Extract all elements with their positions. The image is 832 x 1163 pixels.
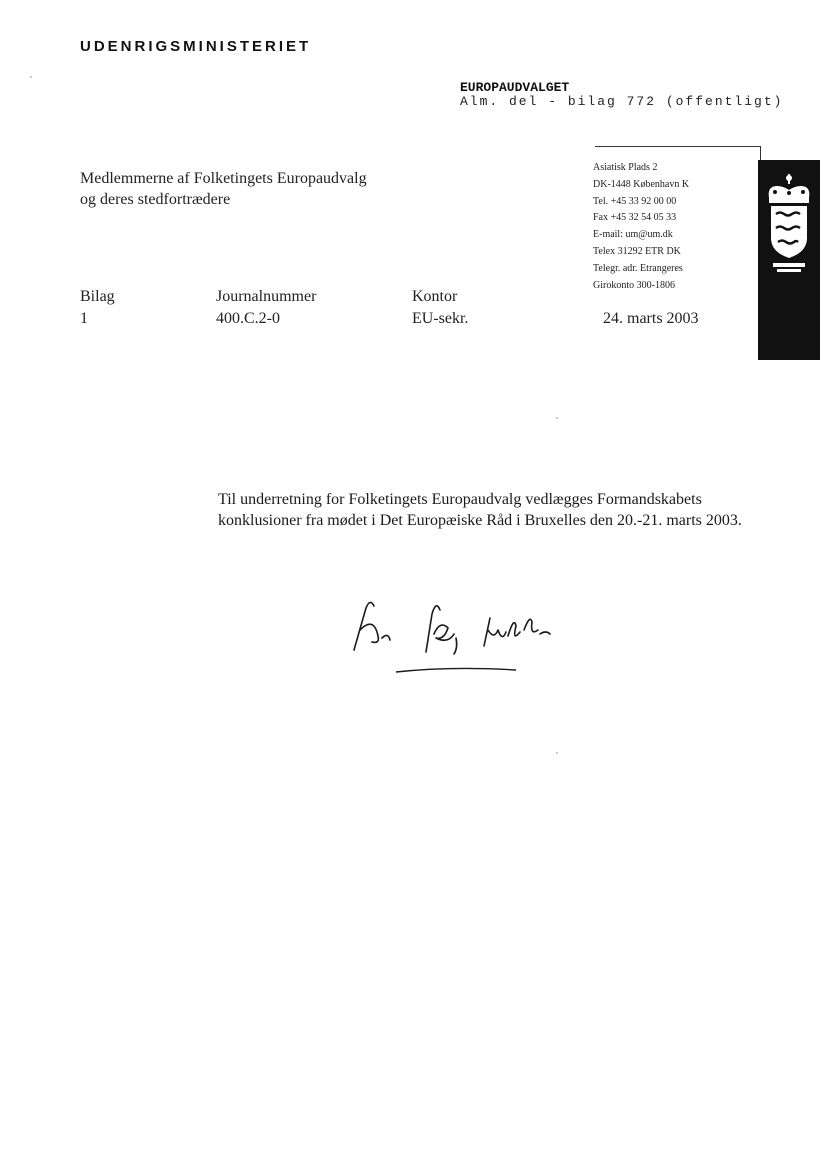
kontor-value: EU-sekr. — [412, 310, 469, 327]
crest-band — [758, 160, 820, 360]
recipients-block — [80, 168, 367, 210]
journal-value: 400.C.2-0 — [216, 310, 280, 327]
scan-speck — [556, 752, 558, 754]
address-telex: Telex 31292 ETR DK — [593, 245, 681, 257]
journal-label: Journalnummer — [216, 288, 317, 305]
address-giro: Girokonto 300-1806 — [593, 279, 675, 291]
kontor-label: Kontor — [412, 288, 458, 305]
body-paragraph: Til underretning for Folketingets Europaudvalg vedlægges Formandskabets konklusioner fra mødet i Det Europæiske Råd i Bruxelles den 20.-21. marts 2003. — [218, 491, 742, 529]
recipient-line: Medlemmerne af Folketingets Europaudvalg — [80, 170, 367, 187]
stamp-divider-tick — [760, 146, 761, 160]
address-email: E-mail: um@um.dk — [593, 229, 673, 241]
address-street: Asiatisk Plads 2 — [593, 162, 658, 173]
recipient-line: og deres stedfortrædere — [80, 191, 231, 208]
signature-image — [340, 590, 570, 680]
bilag-value: 1 — [80, 310, 88, 327]
stamp-divider — [595, 146, 760, 147]
bilag-label: Bilag — [80, 288, 115, 305]
royal-crest-icon — [763, 172, 815, 277]
address-fax: Fax +45 32 54 05 33 — [593, 212, 677, 224]
stamp-title: EUROPAUDVALGET — [460, 80, 570, 95]
ministry-name: UDENRIGSMINISTERIET — [80, 38, 312, 55]
stamp-subtitle: Alm. del - bilag 772 (offentligt) — [460, 94, 784, 109]
address-city: DK-1448 København K — [593, 178, 690, 190]
scan-speck — [556, 417, 558, 419]
scan-speck — [30, 76, 32, 78]
address-phone: Tel. +45 33 92 00 00 — [593, 195, 677, 207]
address-block — [593, 160, 689, 294]
address-telegram: Telegr. adr. Etrangeres — [593, 262, 683, 274]
letter-date: 24. marts 2003 — [603, 310, 699, 327]
